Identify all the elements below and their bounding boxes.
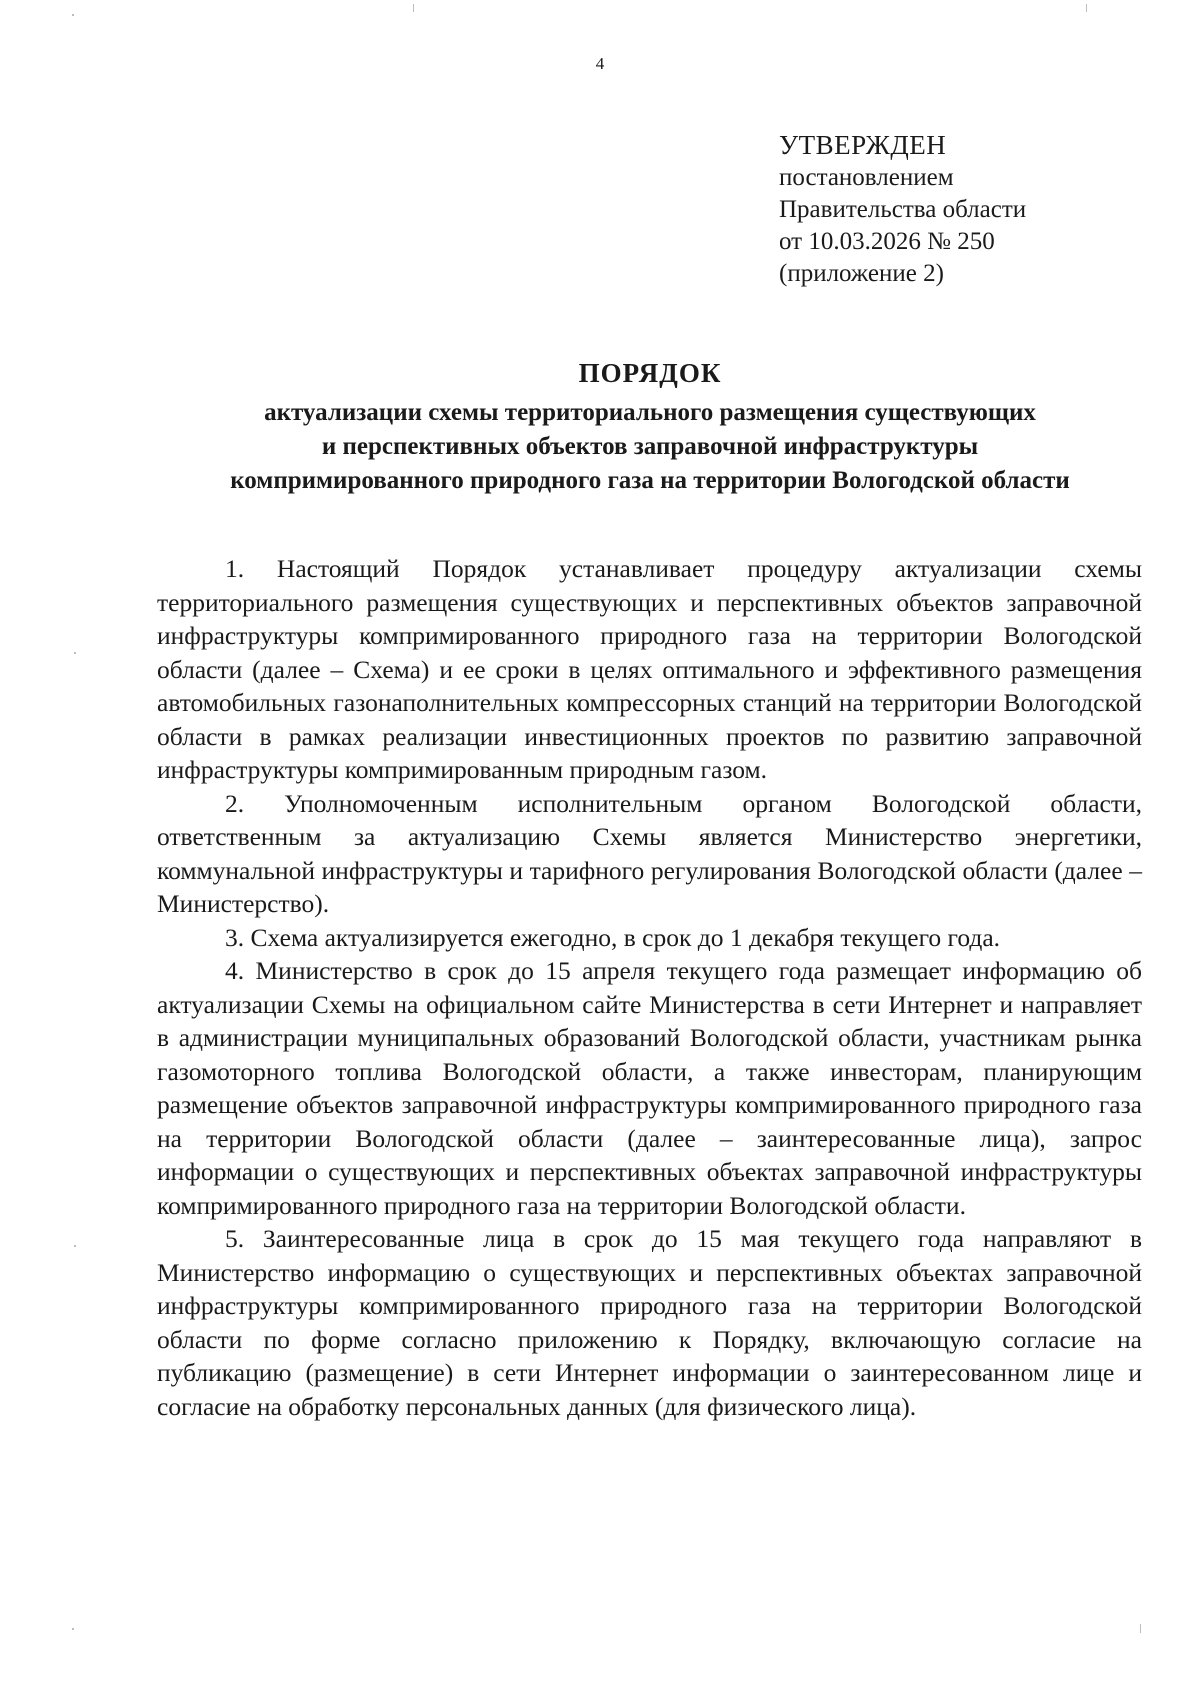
- scan-mark: [74, 1245, 76, 1247]
- scan-mark: [72, 14, 74, 16]
- subtitle-line: и перспективных объектов заправочной инфраструктуры: [321, 433, 979, 460]
- subtitle-line: актуализации схемы территориального размещения существующих: [264, 399, 1036, 426]
- subtitle-line: компримированного природного газа на территории Вологодской области: [230, 467, 1070, 494]
- paragraph-4: 4. Министерство в срок до 15 апреля текущего года размещает информацию об актуализации Схемы на официальном сайте Министерства в сети Интернет и направляет в администрации муниципальных образований Вологодской области, участникам рынка газомоторного топлива Вологодской области, а также инвесторам, планирующим размещение объектов заправочной инфраструктуры компримированного природного газа на территории Вологодской области (далее – заинтересованные лица), запрос информации о существующих и перспективных объектах заправочной инфраструктуры компримированного природного газа на территории Вологодской области.: [157, 956, 1142, 1220]
- document-body: [157, 552, 1142, 1423]
- paragraph-1: 1. Настоящий Порядок устанавливает процедуру актуализации схемы территориального размещения существующих и перспективных объектов заправочной инфраструктуры компримированного природного газа на территории Вологодской области (далее – Схема) и ее сроки в целях оптимального и эффективного размещения автомобильных газонаполнительных компрессорных станций на территории Вологодской области в рамках реализации инвестиционных проектов по развитию заправочной инфраструктуры компримированным природным газом.: [157, 554, 1142, 784]
- document-title: ПОРЯДОК: [578, 358, 722, 388]
- paragraph-2: 2. Уполномоченным исполнительным органом Вологодской области, ответственным за актуализацию Схемы является Министерство энергетики, коммунальной инфраструктуры и тарифного регулирования Вологодской области (далее – Министерство).: [157, 788, 1142, 918]
- paragraph-3: 3. Схема актуализируется ежегодно, в срок до 1 декабря текущего года.: [225, 922, 1001, 952]
- approval-line: от 10.03.2026 № 250: [779, 228, 995, 255]
- scan-mark: [74, 652, 76, 654]
- scan-mark: [1140, 1624, 1141, 1633]
- scan-mark: [413, 4, 414, 12]
- approval-line: Правительства области: [779, 196, 1027, 223]
- paragraph-5: 5. Заинтересованные лица в срок до 15 мая текущего года направляют в Министерство информацию о существующих и перспективных объектах заправочной инфраструктуры компримированного природного газа на территории Вологодской области по форме согласно приложению к Порядку, включающую согласие на публикацию (размещение) в сети Интернет информации о заинтересованном лице и согласие на обработку персональных данных (для физического лица).: [157, 1224, 1142, 1421]
- document-subtitle: [100, 396, 1200, 498]
- approval-line: (приложение 2): [779, 260, 944, 287]
- approval-line: постановлением: [779, 164, 954, 191]
- approval-title: УТВЕРЖДЕН: [779, 130, 947, 160]
- approval-block: [779, 128, 1026, 290]
- scan-mark: [72, 1628, 74, 1630]
- page-number: 4: [595, 54, 605, 73]
- scan-mark: [1086, 4, 1087, 12]
